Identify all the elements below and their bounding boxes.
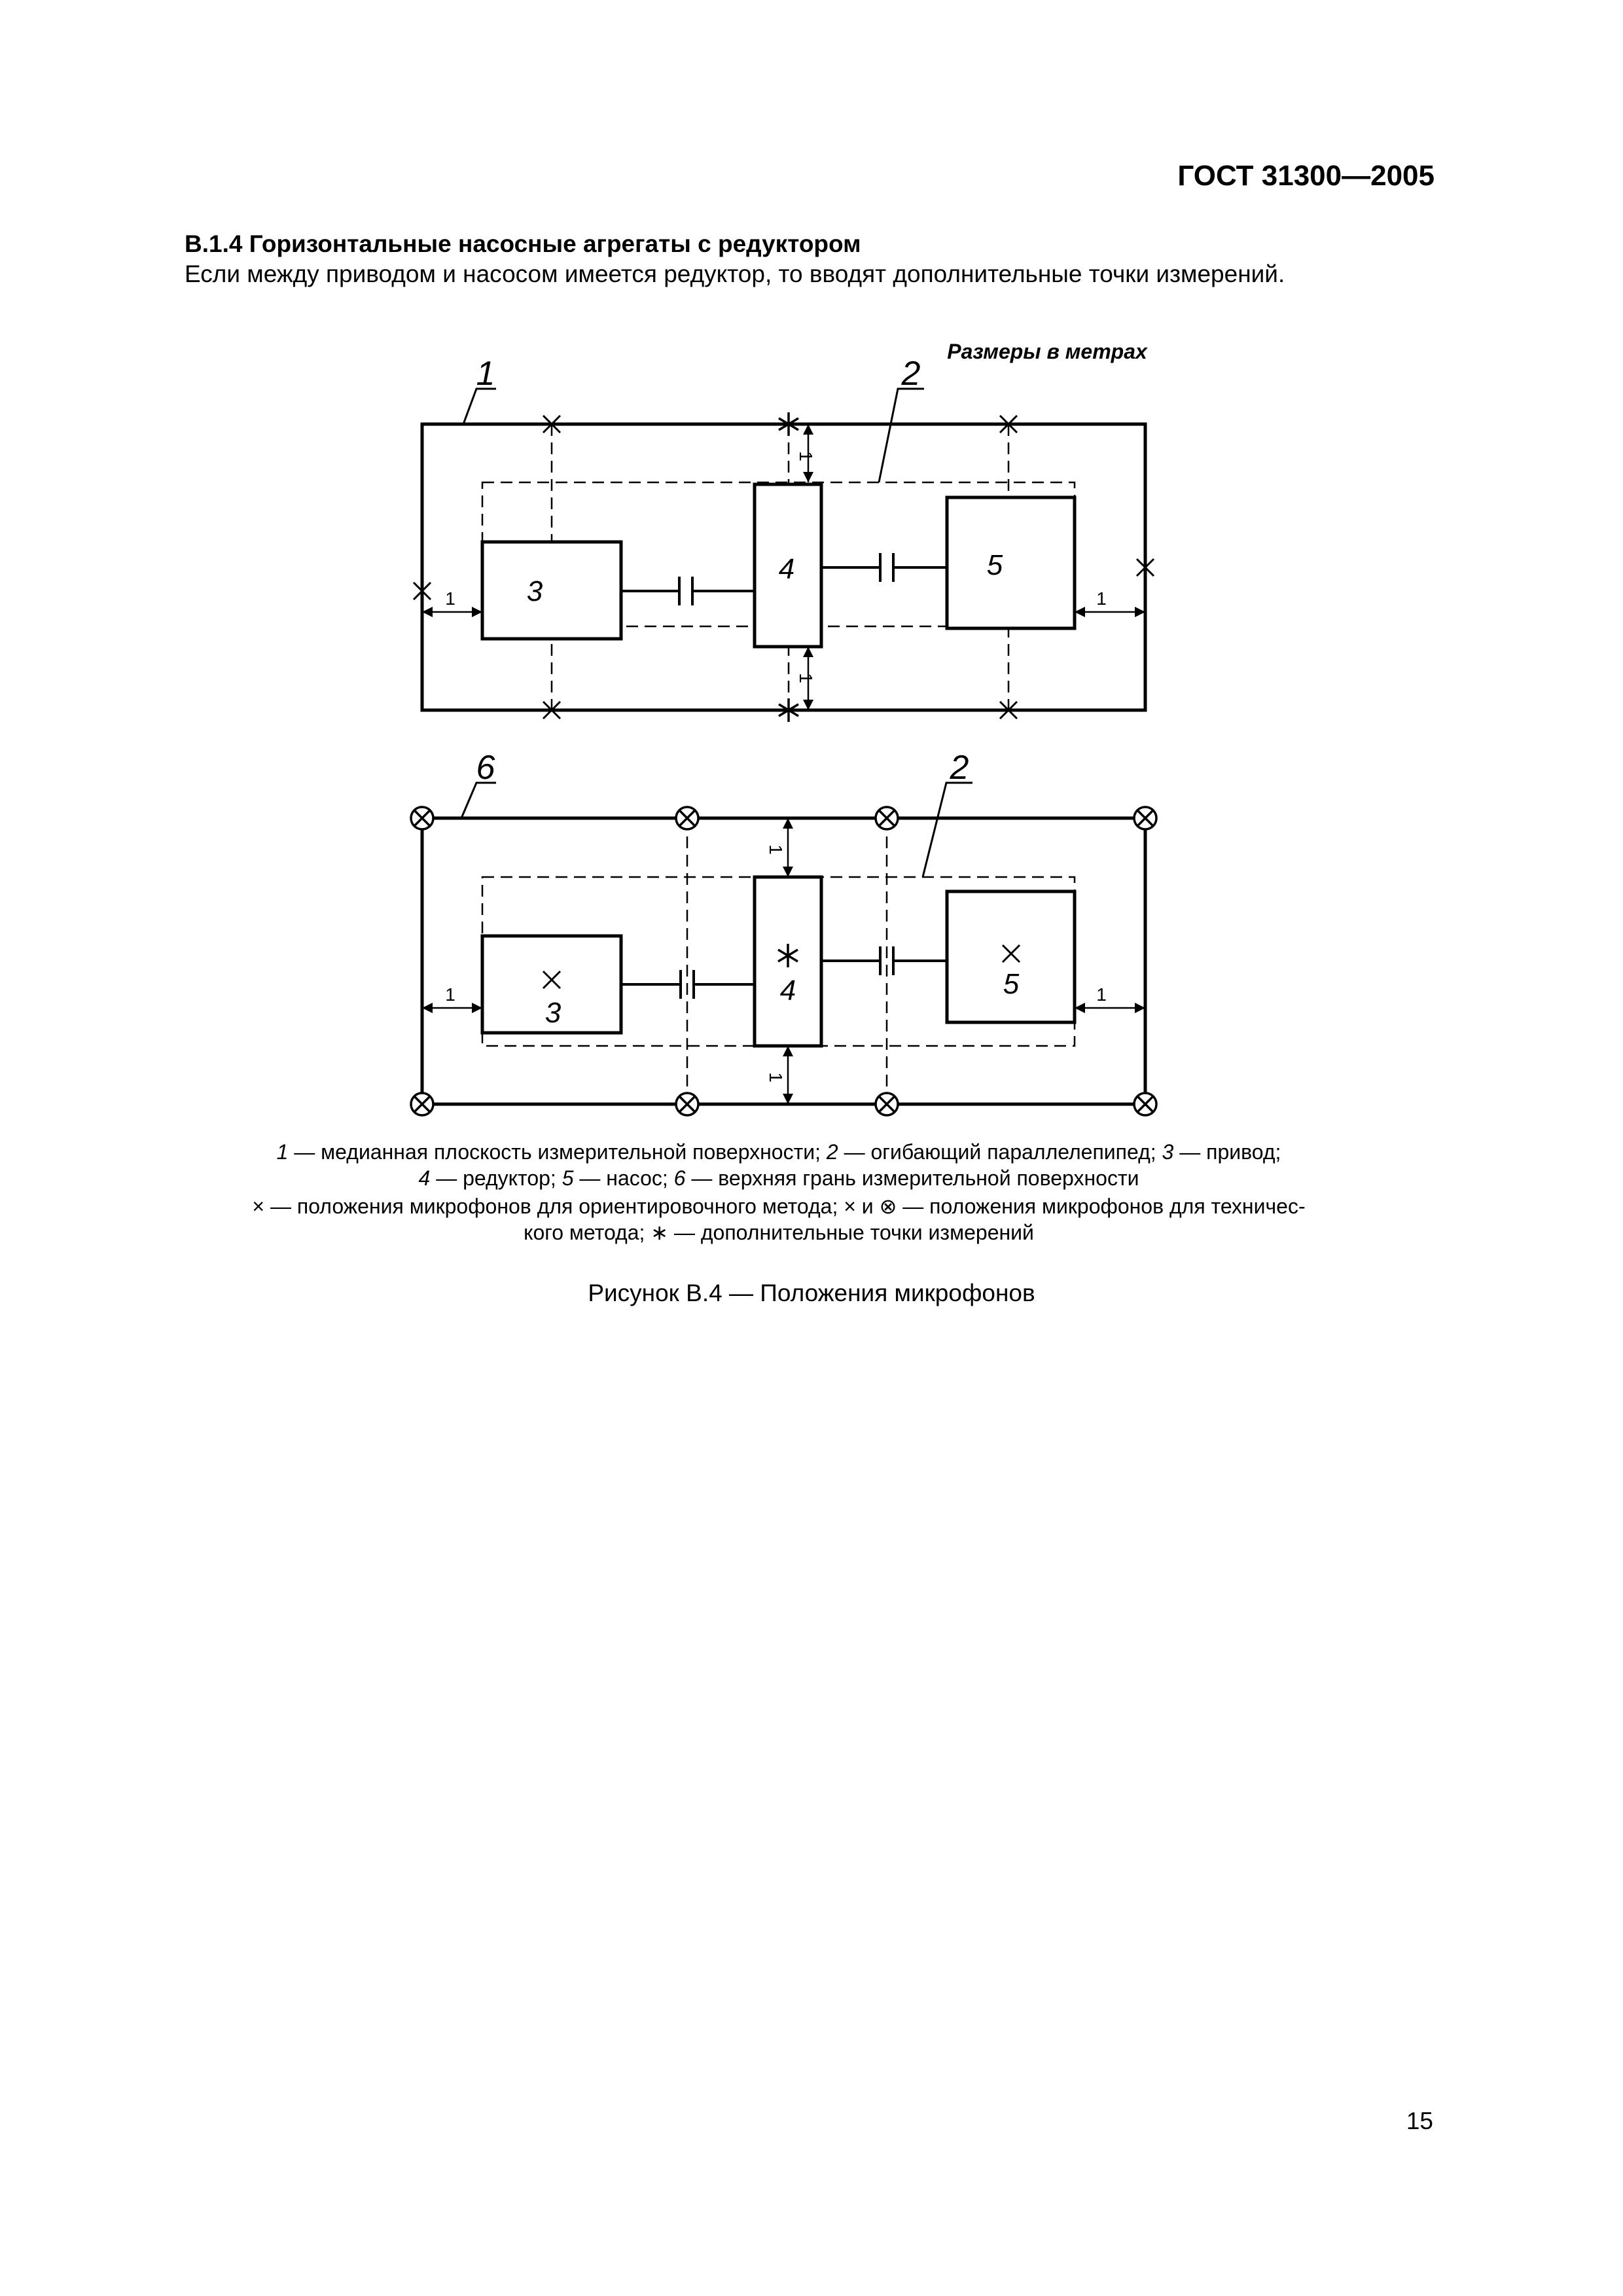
figure-legend-part-1: [223, 1139, 1335, 1191]
mic-position-circled-x: [876, 1093, 898, 1115]
bottom-diagram: [411, 749, 1156, 1115]
legend-num-1: 1: [276, 1140, 289, 1164]
dim-bottom: 1: [766, 1072, 786, 1083]
legend-num-4: 4: [418, 1166, 431, 1190]
legend-text-6: — верхняя грань измерительной поверхности: [685, 1166, 1139, 1190]
legend-text-2: — огибающий параллелепипед;: [838, 1140, 1162, 1164]
legend-line-1: [223, 1139, 1335, 1165]
coupling-gearbox-pump: [821, 553, 947, 582]
coupling-drive-gearbox: [621, 577, 755, 605]
callout-6: 6: [476, 749, 495, 787]
label-4-gearbox: 4: [779, 975, 796, 1007]
mic-position-circled-x: [676, 1093, 698, 1115]
mic-position-circled-x: [676, 807, 698, 829]
coupling-gearbox-pump: [821, 946, 947, 975]
legend-text-4: — редуктор;: [430, 1166, 562, 1190]
dim-top: 1: [766, 844, 786, 855]
dim-bottom: 1: [796, 673, 816, 683]
dim-left: 1: [445, 588, 455, 609]
figure-legend-part-2: [223, 1193, 1335, 1246]
figure-caption: Рисунок В.4 — Положения микрофонов: [588, 1280, 1035, 1306]
standard-header: ГОСТ 31300—2005: [1177, 160, 1435, 192]
legend-text-5: — насос;: [573, 1166, 674, 1190]
legend-text-1: — медианная плоскость измерительной поверхности;: [288, 1140, 827, 1164]
callout-2: 2: [950, 749, 969, 787]
page-number: 15: [1406, 2108, 1433, 2134]
label-5-pump: 5: [986, 549, 1003, 581]
pump-box: [947, 497, 1075, 628]
dim-right: 1: [1096, 588, 1107, 609]
legend-num-5: 5: [562, 1166, 574, 1190]
label-4-gearbox: 4: [778, 553, 795, 585]
pump-box: [947, 891, 1075, 1022]
mic-position-circled-x: [1134, 807, 1156, 829]
label-3-drive: 3: [544, 997, 562, 1029]
callout-1: 1: [476, 355, 495, 393]
dim-top: 1: [796, 451, 816, 461]
section-title: В.1.4 Горизонтальные насосные агрегаты с редуктором: [185, 230, 861, 257]
legend-line-2: [223, 1165, 1335, 1191]
section-text: Если между приводом и насосом имеется редуктор, то вводят дополнительные точки измерений.: [185, 260, 1285, 287]
legend-num-2: 2: [826, 1140, 838, 1164]
mic-position-circled-x: [411, 1093, 433, 1115]
label-3-drive: 3: [526, 575, 543, 607]
legend-line-4: кого метода; ∗ — дополнительные точки измерений: [524, 1221, 1034, 1244]
drive-box: [482, 542, 621, 639]
mic-position-circled-x: [1134, 1093, 1156, 1115]
legend-num-6: 6: [673, 1166, 686, 1190]
dim-right: 1: [1096, 984, 1107, 1005]
dim-left: 1: [445, 984, 455, 1005]
top-diagram: [414, 355, 1154, 722]
legend-line-3: × — положения микрофонов для ориентировочного метода; × и ⊗ — положения микрофонов для техничес-: [252, 1194, 1306, 1218]
legend-num-3: 3: [1162, 1140, 1174, 1164]
callout-2: 2: [901, 355, 921, 393]
units-note: Размеры в метрах: [947, 340, 1147, 363]
label-5-pump: 5: [1003, 968, 1020, 1000]
mic-position-circled-x: [411, 807, 433, 829]
mic-position-circled-x: [876, 807, 898, 829]
legend-text-3: — привод;: [1173, 1140, 1281, 1164]
